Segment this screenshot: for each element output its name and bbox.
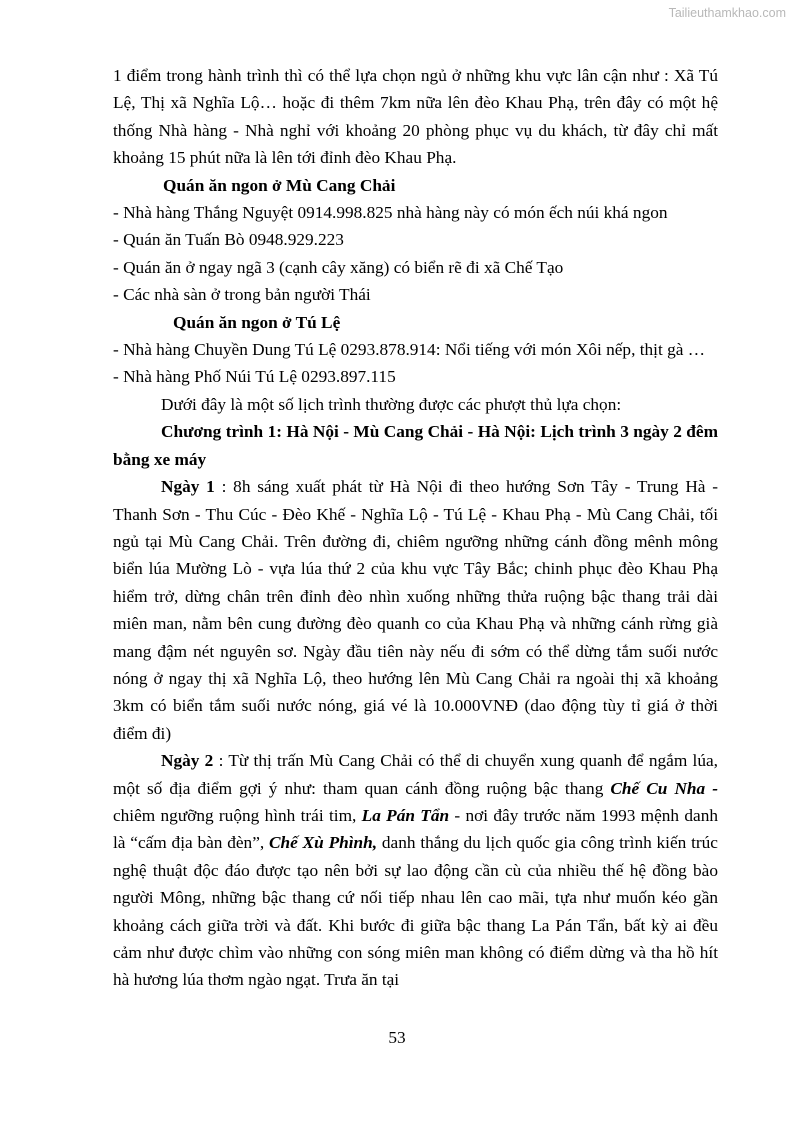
list-item: - Quán ăn ở ngay ngã 3 (cạnh cây xăng) có biển rẽ đi xã Chế Tạo	[113, 257, 564, 277]
program-title: Chương trình 1: Hà Nội - Mù Cang Chải - Hà Nội: Lịch trình 3 ngày 2 đêm bằng xe máy	[113, 422, 718, 469]
section-heading-mu-cang-chai: Quán ăn ngon ở Mù Cang Chải	[163, 175, 396, 195]
day1-text: : 8h sáng xuất phát từ Hà Nội đi theo hướng Sơn Tây - Trung Hà - Thanh Sơn - Thu Cúc - Đèo Khế - Nghĩa Lộ - Tú Lệ - Khau Phạ - Mù Cang Chải, tối ngủ tại Mù Cang Chải. Trên đường đi, chiêm ngưỡng những cánh đồng mênh mông biển lúa Mường Lò - vựa lúa thứ 2 của khu vực Tây Bắc; chinh phục đèo Khau Phạ hiểm trở, dừng chân trên đỉnh đèo nhìn xuống những thửa ruộng bậc thang trải dài miên man, nằm bên cung đường đèo quanh co của Khau Phạ và những cánh rừng già mang đậm nét nguyên sơ. Ngày đầu tiên này nếu đi sớm có thể dừng tắm suối nước nóng ở ngay thị xã Nghĩa Lộ, theo hướng lên Mù Cang Chải ra ngoài thị xã khoảng 3km có biển tắm suối nước nóng, giá vé là 10.000VNĐ (dao động tùy tỉ giá ở thời điểm đi)	[113, 477, 718, 743]
intro-paragraph: 1 điểm trong hành trình thì có thể lựa chọn ngủ ở những khu vực lân cận như : Xã Tú Lệ, Thị xã Nghĩa Lộ… hoặc đi thêm 7km nữa lên đèo Khau Phạ, trên đây có một hệ thống Nhà hàng - Nhà nghỉ với khoảng 20 phòng phục vụ du khách, từ đây chỉ mất khoảng 15 phút nữa là lên tới đỉnh đèo Khau Phạ.	[113, 66, 718, 168]
day1-paragraph	[113, 473, 718, 747]
list-item: - Quán ăn Tuấn Bò 0948.929.223	[113, 230, 344, 250]
day2-label: Ngày 2	[161, 751, 214, 771]
day2-text: danh thắng du lịch quốc gia công trình kiến trúc nghệ thuật độc đáo được tạo nên bởi sự lao động cần cù của nhiều thế hệ đồng bào người Mông, những bậc thang cứ nối tiếp nhau lên cao mãi, tựa như muốn kéo gần khoảng cách giữa trời và đất. Khi bước đi giữa bậc thang La Pán Tẩn, bất kỳ ai đều cảm như được chìm vào những con sóng miên man không có điểm dừng và tha hồ hít hà hương lúa thơm ngào ngạt. Trưa ăn tại	[113, 833, 718, 990]
list-item: - Nhà hàng Chuyền Dung Tú Lệ 0293.878.914: Nổi tiếng với món Xôi nếp, thịt gà …	[113, 340, 705, 360]
page-content	[113, 62, 718, 994]
page-number: 53	[388, 1028, 406, 1047]
list-item: - Nhà hàng Thắng Nguyệt 0914.998.825 nhà hàng này có món ếch núi khá ngon	[113, 203, 668, 223]
day2-text: : Từ thị trấn Mù Cang Chải có thể di chuyển xung quanh để ngắm lúa, một số địa điểm gợi ý như: tham quan cánh đồng ruộng bậc thang	[113, 751, 718, 798]
day2-text: - nơi đây trước năm 1993 mệnh danh là “cấm địa bàn đèn”,	[113, 805, 718, 853]
list-item: - Nhà hàng Phố Núi Tú Lệ 0293.897.115	[113, 367, 396, 387]
day2-paragraph	[113, 747, 718, 994]
day2-text: chiêm ngưỡng ruộng hình trái tim,	[113, 805, 362, 825]
place-name: Chế Cu Nha -	[610, 778, 718, 798]
day1-label: Ngày 1	[161, 477, 215, 497]
watermark: Tailieuthamkhao.com	[668, 6, 786, 20]
list-item: - Các nhà sàn ở trong bản người Thái	[113, 285, 371, 305]
schedule-intro: Dưới đây là một số lịch trình thường được các phượt thủ lựa chọn:	[161, 394, 622, 414]
place-name: Chế Xù Phình,	[269, 833, 378, 853]
section-heading-tu-le: Quán ăn ngon ở Tú Lệ	[173, 312, 341, 332]
place-name: La Pán Tẩn	[361, 805, 450, 825]
